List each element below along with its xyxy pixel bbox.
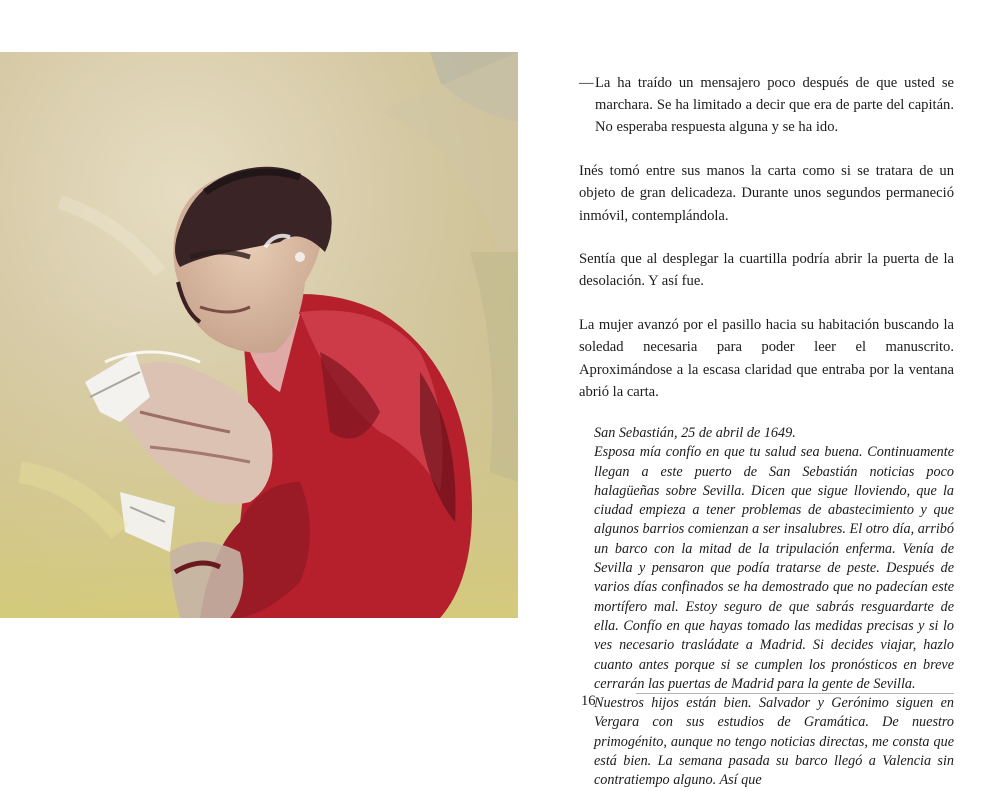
narrative-paragraph: Sentía que al desplegar la cuartilla podría abrir la puerta de la desolación. Y así fue. xyxy=(579,251,954,290)
painting-illustration xyxy=(0,52,518,618)
dialogue-dash: — xyxy=(579,75,594,91)
dialogue-text: La ha traído un mensajero poco después de que usted se marchara. Se ha limitado a decir que era de parte del capitán. No esperaba respuesta alguna y se ha ido. xyxy=(595,75,954,136)
footer-rule xyxy=(636,693,954,694)
page-number: 16 xyxy=(581,693,596,709)
letter-body: Esposa mía confío en que tu salud sea buena. Continuamente llegan a este puerto de San Sebastián noticias poco halagüeñas sobre Sevilla. Dicen que sigue lloviendo, que la ciudad empieza a tener problemas de abastecimiento y que algunos barrios comienzan a ser insalubres. El otro día, arribó un barco con la mitad de la tripulación enferma. Venía de Sevilla y pensaron que podía tratarse de peste. Después de varios días confinados se ha demostrado que no padecían este mortífero mal. Estoy seguro de que sabrás resguardarte de ella. Confío en que hayas tomado las medidas precisas y si lo ves necesario trasládate a Madrid. Si decides viajar, hazlo cuanto antes porque si se cumplen los pronósticos en breve cerrarán las puertas de Madrid para la gente de Sevilla. xyxy=(594,444,954,692)
letter-block xyxy=(579,424,954,791)
dialogue-paragraph xyxy=(579,72,954,139)
letter-body: Nuestros hijos están bien. Salvador y Gerónimo siguen en Vergara con sus estudios de Gramática. De nuestro primogénito, aunque no tengo noticias directas, me consta que está bien. La semana pasada su barco llegó a Valencia sin contratiempo alguno. Así que xyxy=(594,695,954,789)
narrative-paragraph: Inés tomó entre sus manos la carta como si se tratara de un objeto de gran delicadeza. Durante unos segundos permaneció inmóvil, contemplándola. xyxy=(579,163,954,224)
body-text-column xyxy=(579,72,954,791)
painting-woman-reading-letter-icon xyxy=(0,52,518,618)
narrative-paragraph: La mujer avanzó por el pasillo hacia su habitación buscando la soledad necesaria para poder leer el manuscrito. Aproximándose a la escasa claridad que entraba por la ventana abrió la carta. xyxy=(579,317,954,400)
letter-dateline: San Sebastián, 25 de abril de 1649. xyxy=(594,424,796,441)
